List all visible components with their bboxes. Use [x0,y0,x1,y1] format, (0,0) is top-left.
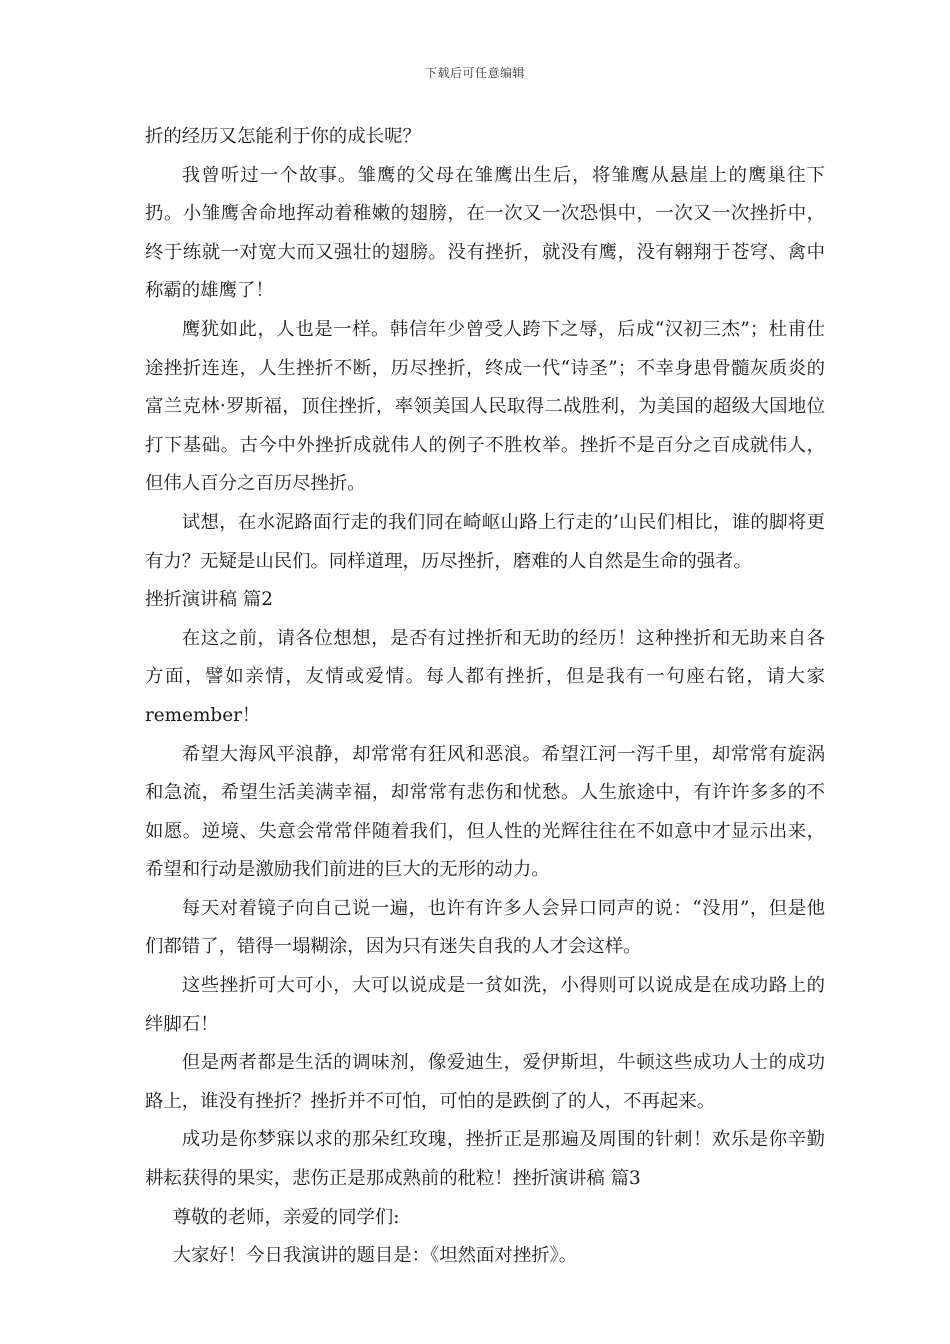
paragraph-great-people: 鹰犹如此，人也是一样。韩信年少曾受人跨下之辱，后成“汉初三杰”；杜甫仕途挫折连连，人生挫折不断，历尽挫折，终成一代“诗圣”；不幸身患骨髓灰质炎的富兰克林·罗斯福，顶住挫折，率领美国人民取得二战胜利，为美国的超级大国地位打下基础。古今中外挫折成就伟人的例子不胜枚举。挫折不是百分之百成就伟人，但伟人百分之百历尽挫折。 [145,318,825,495]
paragraph-seasoning: 但是两者都是生活的调味剂，像爱迪生，爱伊斯坦，牛顿这些成功人士的成功路上，谁没有挫折？挫折并不可怕，可怕的是跌倒了的人，不再起来。 [145,1052,825,1112]
paragraph-mirror: 每天对着镜子向自己说一遍，也许有许多人会异口同声的说：“没用”，但是他们都错了，错得一塌糊涂，因为只有迷失自我的人才会这样。 [145,897,825,958]
paragraph-continuation: 折的经历又怎能利于你的成长呢？ [145,126,421,147]
paragraph-hope: 希望大海风平浪静，却常常有狂风和恶浪。希望江河一泻千里，却常常有旋涡和急流，希望生活美满幸福，却常常有悲伤和忧愁。人生旅途中，有许许多多的不如愿。逆境、失意会常常伴随着我们，但人性的光辉往往在不如意中才显示出来，希望和行动是激励我们前进的巨大的无形的动力。 [145,743,825,881]
document-body [145,118,825,1276]
paragraph-mountain-people: 试想，在水泥路面行走的我们同在崎岖山路上行走的’山民们相比，谁的脚将更有力？无疑是山民们。同样道理，历尽挫折，磨难的人自然是生命的强者。 [145,511,825,572]
paragraph-eagle-story: 我曾听过一个故事。雏鹰的父母在雏鹰出生后，将雏鹰从悬崖上的鹰巢往下扔。小雏鹰舍命地挥动着稚嫩的翅膀，在一次又一次恐惧中，一次又一次挫折中，终于练就一对宽大而又强壮的翅膀。没有挫折，就没有鹰，没有翱翔于苍穹、禽中称霸的雄鹰了！ [145,164,825,302]
section-heading-2: 挫折演讲稿 篇2 [145,589,273,611]
paragraph-greeting: 尊敬的老师，亲爱的同学们: [172,1206,400,1228]
paragraph-big-small: 这些挫折可大可小，大可以说成是一贫如洗，小得则可以说成是在成功路上的绊脚石！ [145,975,825,1035]
paragraph-intro-2: 在这之前，请各位想想，是否有过挫折和无助的经历！这种挫折和无助来自各方面，譬如亲情，友情或爱情。每人都有挫折，但是我有一句座右铭，请大家remember！ [145,627,825,726]
page-header: 下载后可任意编辑 [424,66,525,80]
paragraph-rose: 成功是你梦寐以求的那朵红玫瑰，挫折正是那遍及周围的针刺！欢乐是你辛勤耕耘获得的果实，悲伤正是那成熟前的秕粒！挫折演讲稿 篇3 [145,1129,825,1190]
paragraph-topic: 大家好！今日我演讲的题目是：《坦然面对挫折》。 [172,1245,578,1267]
